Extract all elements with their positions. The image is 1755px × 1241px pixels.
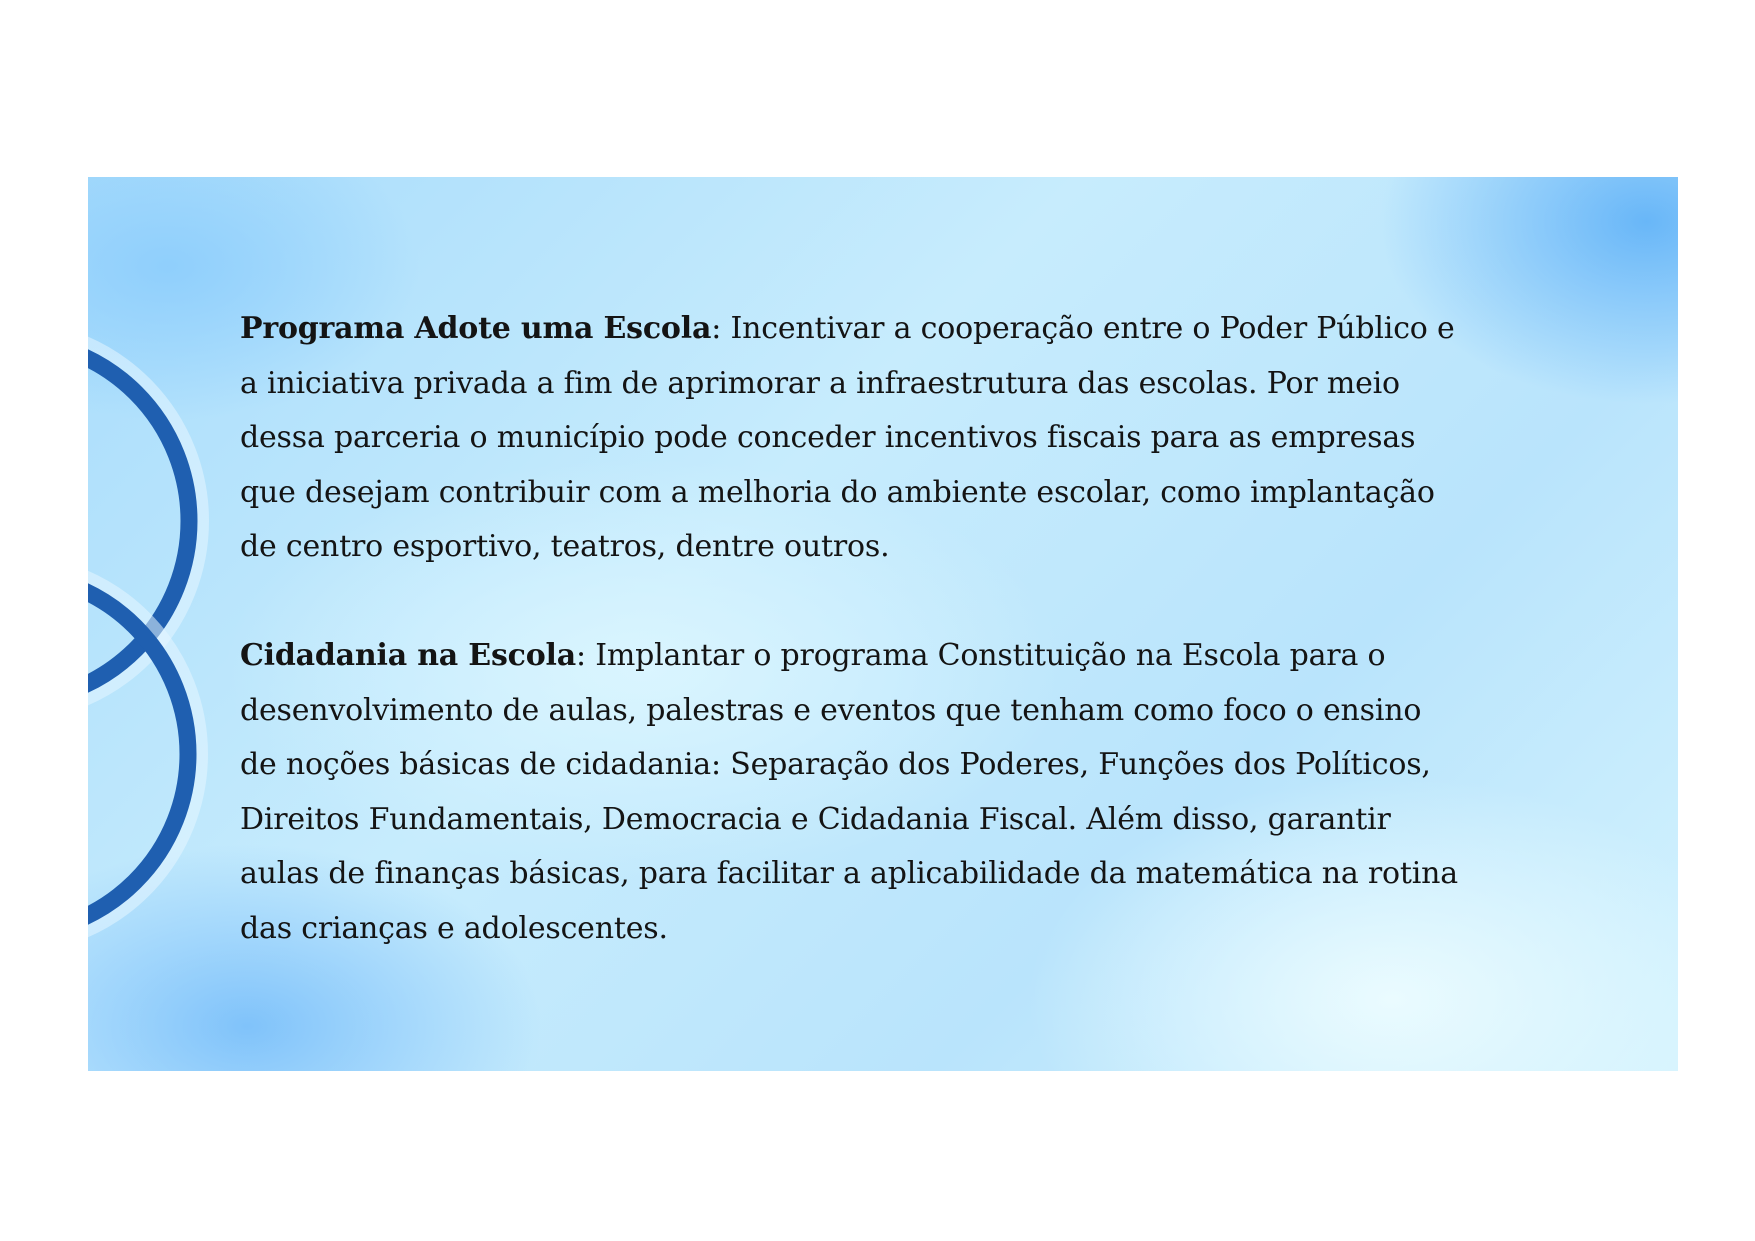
content-text bbox=[240, 302, 1460, 1011]
title-separator: : bbox=[575, 638, 586, 673]
title-separator: : bbox=[711, 311, 722, 346]
paragraph-body: Incentivar a cooperação entre o Poder Público e a iniciativa privada a fim de aprimorar a infraestrutura das escolas. Por meio dessa parceria o município pode conceder incentivos fiscais para as empresas que desejam contribuir com a melhoria do ambiente escolar, como implantação de centro esportivo, teatros, dentre outros. bbox=[240, 311, 1455, 564]
paragraph-body: Implantar o programa Constituição na Escola para o desenvolvimento de aulas, palestras e eventos que tenham como foco o ensino de noções básicas de cidadania: Separação dos Poderes, Funções dos Políticos, Direitos Fundamentais, Democracia e Cidadania Fiscal. Além disso, garantir aulas de finanças básicas, para facilitar a aplicabilidade da matemática na rotina das crianças e adolescentes. bbox=[240, 638, 1458, 946]
paragraph-cidadania-escola bbox=[240, 629, 1460, 956]
slide-panel bbox=[88, 177, 1678, 1071]
paragraph-title: Programa Adote uma Escola bbox=[240, 311, 712, 346]
paragraph-title: Cidadania na Escola bbox=[240, 638, 576, 673]
paragraph-adote-escola bbox=[240, 302, 1460, 575]
